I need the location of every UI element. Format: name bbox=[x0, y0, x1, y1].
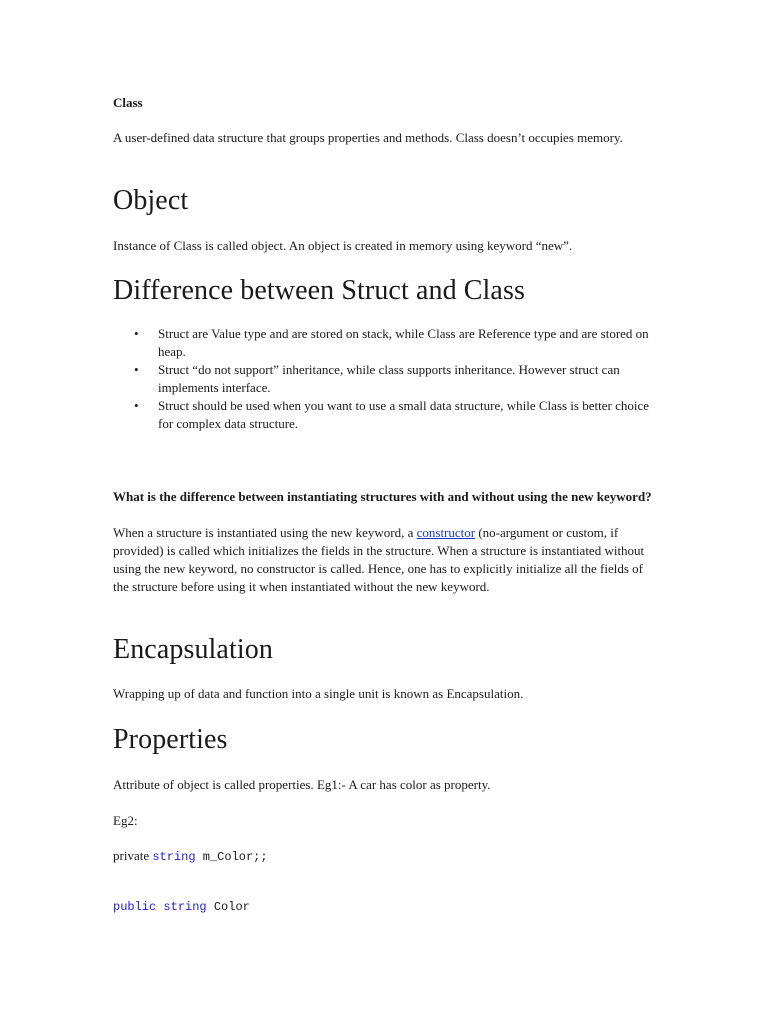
list-item bbox=[113, 397, 653, 433]
code-private-keyword: private bbox=[113, 848, 153, 863]
list-item bbox=[113, 325, 653, 361]
difference-heading: Difference between Struct and Class bbox=[113, 275, 525, 306]
list-item bbox=[113, 361, 653, 397]
class-heading: Class bbox=[113, 95, 143, 110]
list-item-text: Struct should be used when you want to use a small data structure, while Class is better choice for complex data structure. bbox=[158, 398, 649, 431]
object-heading: Object bbox=[113, 185, 189, 216]
code-line-2 bbox=[113, 898, 653, 916]
code-string-type: string bbox=[152, 850, 196, 864]
bullet-icon: • bbox=[134, 398, 139, 413]
code-public-keyword: public bbox=[113, 900, 157, 914]
code-property-name: Color bbox=[206, 900, 250, 914]
answer-text-start: When a structure is instantiated using the new keyword, a bbox=[113, 525, 417, 540]
question-heading: What is the difference between instantiating structures with and without using the new keyword? bbox=[113, 489, 652, 504]
code-string-keyword: string bbox=[163, 900, 207, 914]
example-2-label: Eg2: bbox=[113, 813, 138, 828]
code-field-name: m_Color;; bbox=[195, 850, 268, 864]
code-line-1 bbox=[113, 847, 653, 866]
answer-text-end: (no-argument or custom, if provided) is called which initializes the fields in the structure. When a structure is instantiated without using the new keyword, no constructor is called. Hence, one has to explicitly initialize all the fields of the structure before using it when instantiated without the new keyword. bbox=[113, 525, 645, 594]
question-answer bbox=[113, 524, 653, 596]
constructor-link[interactable]: constructor bbox=[416, 525, 476, 540]
class-description: A user-defined data structure that groups properties and methods. Class doesn’t occupies memory. bbox=[113, 130, 623, 145]
properties-description: Attribute of object is called properties. Eg1:- A car has color as property. bbox=[113, 777, 491, 792]
encapsulation-description: Wrapping up of data and function into a single unit is known as Encapsulation. bbox=[113, 686, 524, 701]
encapsulation-heading: Encapsulation bbox=[113, 634, 273, 665]
properties-heading: Properties bbox=[113, 724, 228, 755]
bullet-icon: • bbox=[134, 326, 139, 341]
bullet-icon: • bbox=[134, 362, 139, 377]
object-description: Instance of Class is called object. An object is created in memory using keyword “new”. bbox=[113, 238, 573, 253]
list-item-text: Struct are Value type and are stored on stack, while Class are Reference type and are stored on heap. bbox=[158, 326, 649, 359]
list-item-text: Struct “do not support” inheritance, while class supports inheritance. However struct can implements interface. bbox=[158, 362, 620, 395]
difference-list bbox=[113, 325, 653, 433]
